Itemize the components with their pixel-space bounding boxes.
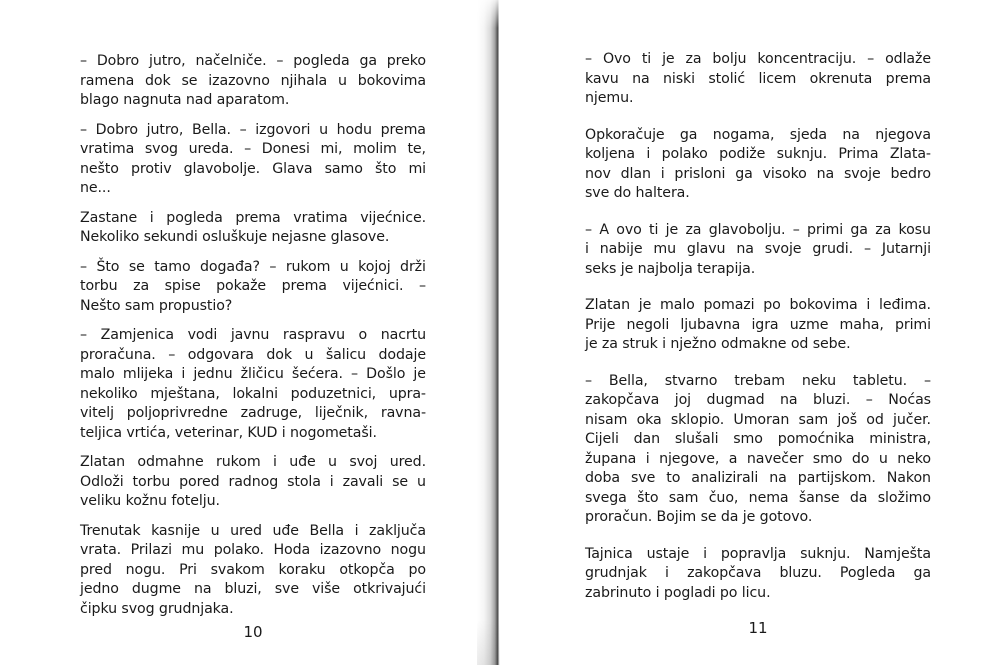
paragraph bbox=[80, 453, 426, 512]
text-line: čipku svog grudnjaka. bbox=[80, 600, 234, 617]
text-line: koljena i polako podiže suknju. Prima Zlata- bbox=[585, 146, 931, 162]
page-right bbox=[585, 50, 931, 650]
text-line: Nekoliko sekundi osluškuje nejasne glasove. bbox=[80, 229, 390, 245]
text-line: nešto protiv glavobolje. Glava samo što mi bbox=[80, 160, 426, 177]
paragraph bbox=[80, 326, 426, 443]
text-line: Odloži torbu pored radnog stola i zavali se u bbox=[80, 473, 426, 490]
text-line: proračun. Bojim se da je gotovo. bbox=[585, 509, 813, 525]
page-number-right: 11 bbox=[748, 619, 768, 637]
text-line: grudnjak i zakopčava bluzu. Pogleda ga bbox=[585, 565, 931, 581]
text-line: – Bella, stvarno trebam neku tabletu. – bbox=[585, 372, 931, 389]
text-line: Zlatan je malo pomazi po bokovima i leđima. bbox=[585, 297, 931, 313]
text-line: Tajnica ustaje i popravlja suknju. Namješta bbox=[585, 545, 931, 562]
text-line: proračuna. – odgovara dok u šalicu dodaje bbox=[80, 346, 426, 363]
text-line: vratima svog ureda. – Donesi mi, molim te, bbox=[80, 141, 426, 157]
text-line: župana i njegove, a navečer smo do u neko bbox=[585, 450, 931, 467]
text-line: kavu na niski stolić licem okrenuta prema bbox=[585, 70, 931, 87]
text-line: Trenutak kasnije u ured uđe Bella i zaključa bbox=[80, 522, 426, 539]
text-line: zabrinuto i pogladi po licu. bbox=[585, 584, 771, 601]
paragraph bbox=[80, 209, 426, 248]
paragraph bbox=[585, 126, 931, 204]
text-line: torbu za spise pokaže prema vijećnici. – bbox=[80, 278, 426, 294]
book-gutter bbox=[477, 0, 500, 665]
text-line: zakopčava joj dugmad na bluzi. – Noćas bbox=[585, 392, 931, 408]
text-line: blago nagnuta nad aparatom. bbox=[80, 92, 290, 108]
text-line: veliku kožnu fotelju. bbox=[80, 493, 220, 509]
text-line: – Što se tamo događa? – rukom u kojoj drži bbox=[80, 258, 426, 275]
paragraph bbox=[585, 50, 931, 109]
paragraph bbox=[585, 372, 931, 528]
text-line: – Dobro jutro, Bella. – izgovori u hodu prema bbox=[80, 121, 426, 138]
paragraph bbox=[585, 296, 931, 355]
text-line: nov dlan i prisloni ga visoko na svoje bedro bbox=[585, 165, 931, 182]
text-line: Cijeli dan slušali smo pomoćnika ministra, bbox=[585, 431, 931, 447]
text-line: vitelj poljoprivredne zadruge, liječnik, ravna- bbox=[80, 405, 426, 421]
text-line: Nešto sam propustio? bbox=[80, 297, 233, 314]
text-line: Zlatan odmahne rukom i uđe u svoj ured. bbox=[80, 454, 426, 470]
paragraph bbox=[80, 121, 426, 199]
paragraph bbox=[585, 545, 931, 604]
page-left bbox=[80, 52, 426, 652]
text-line: jedno dugme na bluzi, sve više otkrivajući bbox=[80, 581, 426, 597]
text-line: ramena dok se izazovno njihala u bokovima bbox=[80, 72, 426, 89]
paragraph bbox=[80, 52, 426, 111]
text-line: ne... bbox=[80, 180, 111, 196]
page-left-text bbox=[80, 52, 426, 619]
text-line: nisam oka sklopio. Umoran sam još od jučer. bbox=[585, 411, 931, 428]
text-line: – Ovo ti je za bolju koncentraciju. – odlaže bbox=[585, 51, 931, 67]
text-line: Opkoračuje ga nogama, sjeda na njegova bbox=[585, 126, 931, 143]
paragraph bbox=[80, 258, 426, 317]
text-line: nekoliko mještana, lokalni poduzetnici, upra- bbox=[80, 385, 426, 402]
text-line: njemu. bbox=[585, 90, 634, 106]
text-line: i nabije mu glavu na svoje grudi. – Jutarnji bbox=[585, 241, 931, 257]
text-line: Prije negoli ljubavna igra uzme maha, primi bbox=[585, 316, 931, 333]
text-line: Zastane i pogleda prema vratima vijećnice. bbox=[80, 209, 426, 226]
text-line: – Dobro jutro, načelniče. – pogleda ga preko bbox=[80, 53, 426, 69]
paragraph bbox=[80, 522, 426, 620]
text-line: malo mlijeka i jednu žličicu šećera. – Došlo je bbox=[80, 366, 426, 382]
text-line: doba sve to analizirali na partijskom. Nakon bbox=[585, 470, 931, 486]
text-line: sve do haltera. bbox=[585, 185, 690, 201]
paragraph bbox=[585, 221, 931, 280]
text-line: pred nogu. Pri svakom koraku otkopča po bbox=[80, 561, 426, 578]
text-line: – Zamjenica vodi javnu raspravu o nacrtu bbox=[80, 327, 426, 343]
text-line: svega što sam čuo, nema šanse da složimo bbox=[585, 489, 931, 506]
text-line: vrata. Prilazi mu polako. Hoda izazovno nogu bbox=[80, 542, 426, 558]
text-line: seks je najbolja terapija. bbox=[585, 260, 756, 277]
page-number-left: 10 bbox=[243, 623, 263, 641]
text-line: je za struk i nježno odmakne od sebe. bbox=[585, 336, 851, 352]
text-line: – A ovo ti je za glavobolju. – primi ga za kosu bbox=[585, 221, 931, 238]
page-right-text bbox=[585, 50, 931, 603]
text-line: teljica vrtića, veterinar, KUD i nogometaši. bbox=[80, 424, 377, 441]
